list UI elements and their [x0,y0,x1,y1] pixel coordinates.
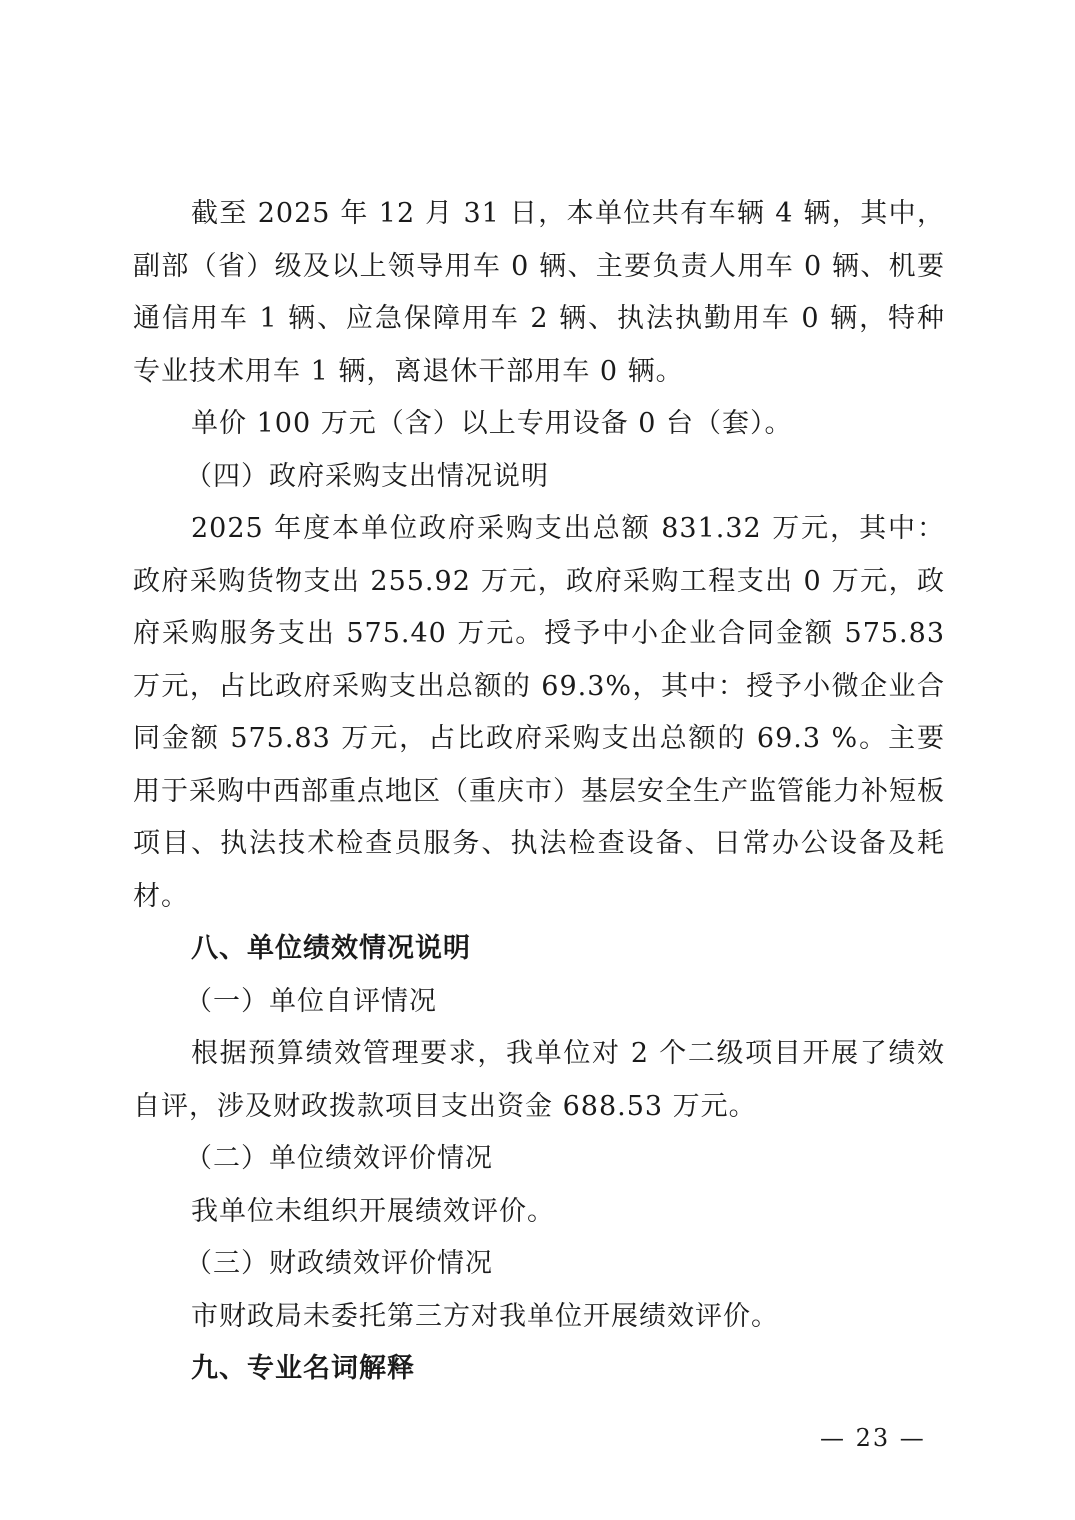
paragraph-equipment: 单价 100 万元（含）以上专用设备 0 台（套）。 [191,408,793,439]
subheading-finance-evaluation: （三）财政绩效评价情况 [185,1248,493,1279]
page-number: — 23 — [820,1424,926,1452]
subheading-self-evaluation: （一）单位自评情况 [185,985,437,1017]
subheading-procurement: （四）政府采购支出情况说明 [185,460,549,492]
heading-performance: 八、单位绩效情况说明 [191,933,471,964]
subheading-unit-evaluation: （二）单位绩效评价情况 [185,1143,493,1174]
paragraph-unit-evaluation: 我单位未组织开展绩效评价。 [191,1195,555,1227]
document-body [133,188,945,1396]
paragraph-vehicles: 截至 2025 年 12 月 31 日，本单位共有车辆 4 辆，其中，副部（省）级及以上领导用车 0 辆、主要负责人用车 0 辆、机要通信用车 1 辆、应急保障用车 2 辆、执法执勤用车 0 辆，特种专业技术用车 1 辆，离退休干部用车 0 辆。 [133,198,945,387]
paragraph-procurement: 2025 年度本单位政府采购支出总额 831.32 万元，其中：政府采购货物支出 255.92 万元，政府采购工程支出 0 万元，政府采购服务支出 575.40 万元。授予中小企业合同金额 575.83 万元，占比政府采购支出总额的 69.3%，其中：授予小微企业合同金额 575.83 万元，占比政府采购支出总额的 69.3 %。主要用于采购中西部重点地区（重庆市）基层安全生产监管能力补短板项目、执法技术检查员服务、执法检查设备、日常办公设备及耗材。 [133,513,945,912]
paragraph-self-evaluation: 根据预算绩效管理要求，我单位对 2 个二级项目开展了绩效自评，涉及财政拨款项目支出资金 688.53 万元。 [133,1038,945,1122]
paragraph-finance-evaluation: 市财政局未委托第三方对我单位开展绩效评价。 [191,1300,779,1332]
heading-glossary: 九、专业名词解释 [191,1353,415,1384]
